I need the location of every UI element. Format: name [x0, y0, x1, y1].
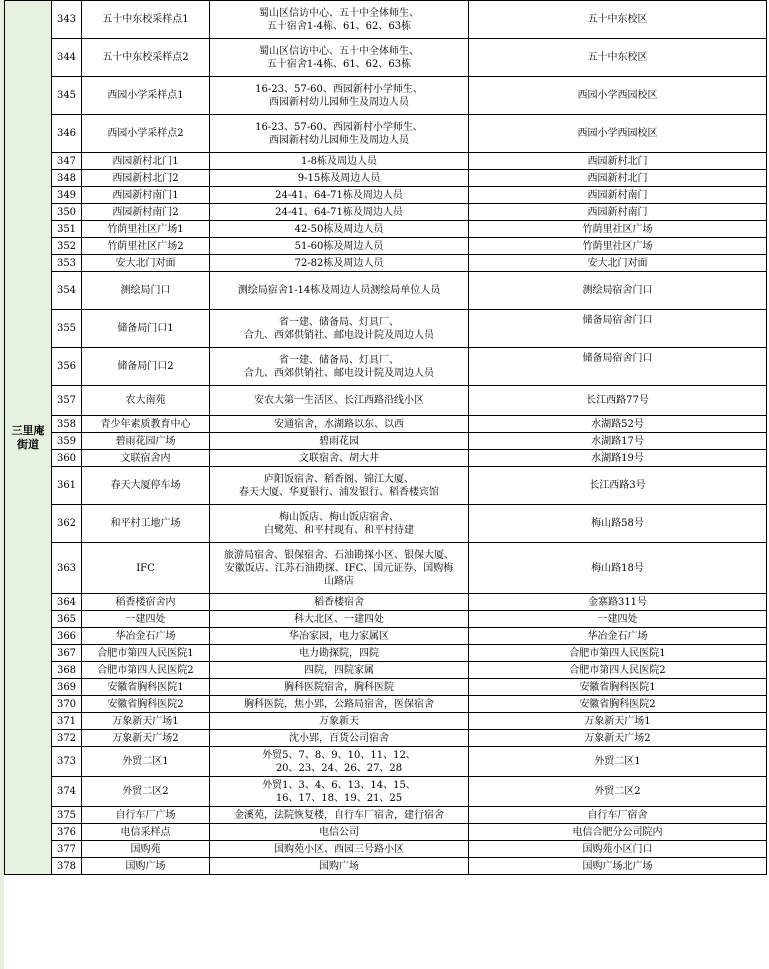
coverage-scope-line: 金溪苑，法院恢复楼，自行车厂宿舍，建行宿舍 [234, 809, 444, 821]
row-number: 355 [52, 310, 82, 348]
table-row [5, 39, 767, 77]
row-number: 348 [52, 170, 82, 187]
table-row [5, 310, 767, 348]
coverage-scope-line: 科大北区、一建四处 [294, 613, 384, 625]
sampling-address: 安徽省胸科医院1 [469, 679, 767, 696]
coverage-scope-line: 胸科医院，焦小郢，公路局宿舍，医保宿舍 [244, 698, 434, 710]
sampling-point-name: 碧雨花园广场 [82, 433, 210, 450]
sampling-address: 国购苑小区门口 [469, 841, 767, 858]
table-row [5, 594, 767, 611]
sampling-address: 外贸二区1 [469, 747, 767, 777]
table-row [5, 543, 767, 594]
sampling-point-name: 电信采样点 [82, 824, 210, 841]
coverage-scope-line: 电信公司 [319, 826, 359, 838]
row-number: 362 [52, 505, 82, 543]
sampling-address: 水湖路19号 [469, 450, 767, 467]
row-number: 359 [52, 433, 82, 450]
sampling-point-name: 测绘局门口 [82, 272, 210, 310]
sampling-address: 外贸二区2 [469, 777, 767, 807]
coverage-scope-line: 西园新村幼儿园师生及周边人员 [269, 134, 409, 146]
coverage-scope-line: 五十宿舍1-4栋、61、62、63栋 [266, 20, 412, 32]
row-number: 347 [52, 153, 82, 170]
coverage-scope [210, 645, 469, 662]
row-number: 375 [52, 807, 82, 824]
coverage-scope [210, 255, 469, 272]
row-number: 360 [52, 450, 82, 467]
sampling-point-name: 储备局门口2 [82, 348, 210, 386]
table-row [5, 238, 767, 255]
coverage-scope [210, 696, 469, 713]
table-row [5, 858, 767, 875]
coverage-scope-line: 碧雨花园 [319, 435, 359, 447]
sampling-point-name: 万象新天广场1 [82, 713, 210, 730]
table-row [5, 386, 767, 416]
coverage-scope-line: 梅山饭店、梅山饭店宿舍、 [279, 511, 399, 523]
coverage-scope-line: 国购广场 [319, 860, 359, 872]
coverage-scope-line: 16、17、18、19、21、25 [275, 792, 403, 804]
coverage-scope [210, 39, 469, 77]
row-number: 378 [52, 858, 82, 875]
coverage-scope-line: 电力勘探院，四院 [299, 647, 379, 659]
coverage-scope-line: 文联宿舍、胡大井 [299, 452, 379, 464]
coverage-scope [210, 730, 469, 747]
coverage-scope [210, 841, 469, 858]
coverage-scope-line: 51-60栋及周边人员 [294, 240, 384, 252]
row-number: 372 [52, 730, 82, 747]
coverage-scope-line: 庐阳饭宿舍、稻香阁、锦江大厦、 [264, 473, 414, 485]
sampling-point-name: 外贸二区1 [82, 747, 210, 777]
row-number: 361 [52, 467, 82, 505]
sampling-address: 安大北门对面 [469, 255, 767, 272]
sampling-point-name: 文联宿舍内 [82, 450, 210, 467]
table-row [5, 696, 767, 713]
coverage-scope-line: 四院，四院家属 [304, 664, 374, 676]
table-row [5, 170, 767, 187]
coverage-scope [210, 662, 469, 679]
sampling-point-name: 自行车厂广场 [82, 807, 210, 824]
sampling-point-name: 春天大厦停车场 [82, 467, 210, 505]
sampling-address: 西园小学西园校区 [469, 77, 767, 115]
sampling-point-name: 安徽省胸科医院1 [82, 679, 210, 696]
table-row [5, 730, 767, 747]
sampling-address: 华冶金石广场 [469, 628, 767, 645]
coverage-scope [210, 433, 469, 450]
coverage-scope-line: 16-23、57-60、西园新村小学师生、 [255, 121, 423, 133]
row-number: 357 [52, 386, 82, 416]
sampling-address: 竹荫里社区广场 [469, 238, 767, 255]
coverage-scope-line: 省一建、储备局、灯具厂、 [279, 316, 399, 328]
sampling-address: 五十中东校区 [469, 1, 767, 39]
sampling-point-name: 合肥市第四人民医院1 [82, 645, 210, 662]
coverage-scope-line: 72-82栋及周边人员 [294, 257, 384, 269]
coverage-scope-line: 春天大厦、华夏银行、浦发银行、稻香楼宾馆 [239, 486, 439, 498]
coverage-scope-line: 胸科医院宿舍，胸科医院 [284, 681, 394, 693]
row-number: 343 [52, 1, 82, 39]
coverage-scope-line: 外贸1、3、4、6、13、14、15、 [262, 779, 416, 791]
row-number: 364 [52, 594, 82, 611]
sampling-point-name: 西园小学采样点1 [82, 77, 210, 115]
sampling-point-name: 五十中东校采样点1 [82, 1, 210, 39]
coverage-scope-line: 安徽饭店、江苏石油勘探、IFC、国元证券、国购梅 [224, 562, 454, 574]
row-number: 358 [52, 416, 82, 433]
street-name-line: 街道 [17, 437, 39, 451]
table-row [5, 153, 767, 170]
street-name-cell [5, 1, 52, 875]
coverage-scope-line: 山路店 [324, 575, 354, 587]
table-row [5, 467, 767, 505]
row-number: 373 [52, 747, 82, 777]
sampling-point-name: 青少年素质教育中心 [82, 416, 210, 433]
sampling-point-name: 西园新村北门2 [82, 170, 210, 187]
coverage-scope [210, 386, 469, 416]
coverage-scope-line: 合九、西郊供销社、邮电设计院及周边人员 [244, 329, 434, 341]
row-number: 350 [52, 204, 82, 221]
table-row [5, 645, 767, 662]
sampling-address: 测绘局宿舍门口 [469, 272, 767, 310]
sampling-address: 水湖路52号 [469, 416, 767, 433]
coverage-scope [210, 594, 469, 611]
row-number: 356 [52, 348, 82, 386]
sampling-point-name: 竹荫里社区广场2 [82, 238, 210, 255]
row-number: 365 [52, 611, 82, 628]
sampling-point-name: 农大南苑 [82, 386, 210, 416]
coverage-scope [210, 807, 469, 824]
sampling-address: 万象新天广场2 [469, 730, 767, 747]
sampling-point-name: 国购广场 [82, 858, 210, 875]
row-number: 366 [52, 628, 82, 645]
sampling-point-name: 万象新天广场2 [82, 730, 210, 747]
sampling-address: 梅山路58号 [469, 505, 767, 543]
row-number: 349 [52, 187, 82, 204]
sampling-address: 长江西路3号 [469, 467, 767, 505]
table-row [5, 115, 767, 153]
coverage-scope-line: 安通宿舍，水湖路以东、以西 [274, 418, 404, 430]
sampling-point-name: 安徽省胸科医院2 [82, 696, 210, 713]
sampling-point-name: 西园新村北门1 [82, 153, 210, 170]
coverage-scope-line: 42-50栋及周边人员 [294, 223, 384, 235]
coverage-scope [210, 747, 469, 777]
sampling-point-name: IFC [82, 543, 210, 594]
coverage-scope-line: 20、23、24、26、27、28 [275, 762, 403, 774]
sampling-address: 梅山路18号 [469, 543, 767, 594]
table-row [5, 824, 767, 841]
coverage-scope [210, 505, 469, 543]
row-number: 345 [52, 77, 82, 115]
row-number: 370 [52, 696, 82, 713]
row-number: 363 [52, 543, 82, 594]
row-number: 371 [52, 713, 82, 730]
coverage-scope [210, 204, 469, 221]
coverage-scope [210, 187, 469, 204]
sampling-point-name: 外贸二区2 [82, 777, 210, 807]
sampling-point-name: 储备局门口1 [82, 310, 210, 348]
coverage-scope [210, 611, 469, 628]
sampling-address: 西园小学西园校区 [469, 115, 767, 153]
table-row [5, 679, 767, 696]
coverage-scope-line: 稻香楼宿舍 [314, 596, 364, 608]
sampling-address: 西园新村北门 [469, 153, 767, 170]
coverage-scope [210, 310, 469, 348]
coverage-scope-line: 测绘局宿舍1-14栋及周边人员测绘局单位人员 [237, 285, 441, 296]
sampling-address: 水湖路17号 [469, 433, 767, 450]
sampling-address: 金寨路311号 [469, 594, 767, 611]
sampling-address: 储备局宿舍门口 [469, 348, 767, 386]
sampling-address: 西园新村南门 [469, 204, 767, 221]
sampling-point-name: 西园新村南门1 [82, 187, 210, 204]
coverage-scope-line: 华冶家园，电力家属区 [289, 630, 389, 642]
sampling-point-name: 华冶金石广场 [82, 628, 210, 645]
table-row [5, 433, 767, 450]
table-row [5, 272, 767, 310]
table-row [5, 255, 767, 272]
table-row [5, 628, 767, 645]
sampling-points-table [4, 0, 767, 875]
coverage-scope-line: 蜀山区信访中心、五十中全体师生、 [259, 7, 419, 19]
sampling-address: 西园新村北门 [469, 170, 767, 187]
sampling-address: 安徽省胸科医院2 [469, 696, 767, 713]
sampling-point-name: 国购苑 [82, 841, 210, 858]
coverage-scope [210, 858, 469, 875]
coverage-scope [210, 348, 469, 386]
coverage-scope [210, 115, 469, 153]
coverage-scope [210, 679, 469, 696]
coverage-scope-line: 蜀山区信访中心、五十中全体师生、 [259, 45, 419, 57]
coverage-scope-line: 省一建、储备局、灯具厂、 [279, 354, 399, 366]
row-number: 376 [52, 824, 82, 841]
table-row [5, 747, 767, 777]
table-row [5, 662, 767, 679]
sampling-point-name: 竹荫里社区广场1 [82, 221, 210, 238]
coverage-scope [210, 153, 469, 170]
coverage-scope [210, 272, 469, 310]
coverage-scope-line: 1-8栋及周边人员 [300, 155, 378, 167]
table-row [5, 611, 767, 628]
sampling-point-name: 西园新村南门2 [82, 204, 210, 221]
row-number: 346 [52, 115, 82, 153]
row-number: 353 [52, 255, 82, 272]
table-row [5, 187, 767, 204]
sampling-point-name: 五十中东校采样点2 [82, 39, 210, 77]
coverage-scope-line: 沈小郢，百货公司宿舍 [289, 732, 389, 744]
table-row [5, 450, 767, 467]
row-number: 352 [52, 238, 82, 255]
table-row [5, 841, 767, 858]
coverage-scope-line: 旅游局宿舍、银保宿舍、石油勘探小区、银保大厦、 [224, 549, 454, 561]
row-number: 374 [52, 777, 82, 807]
sampling-point-name: 稻香楼宿舍内 [82, 594, 210, 611]
sampling-address: 竹荫里社区广场 [469, 221, 767, 238]
row-number: 351 [52, 221, 82, 238]
table-row [5, 1, 767, 39]
row-number: 367 [52, 645, 82, 662]
sampling-address: 长江西路77号 [469, 386, 767, 416]
coverage-scope-line: 万象新天 [319, 715, 359, 727]
row-number: 369 [52, 679, 82, 696]
coverage-scope [210, 238, 469, 255]
sampling-point-name: 合肥市第四人民医院2 [82, 662, 210, 679]
coverage-scope-line: 国购苑小区、西园三号路小区 [274, 843, 404, 855]
coverage-scope [210, 824, 469, 841]
coverage-scope [210, 777, 469, 807]
table-row [5, 221, 767, 238]
coverage-scope [210, 416, 469, 433]
sampling-point-name: 和平村工地广场 [82, 505, 210, 543]
coverage-scope [210, 450, 469, 467]
sampling-point-name: 安大北门对面 [82, 255, 210, 272]
coverage-scope [210, 713, 469, 730]
coverage-scope [210, 221, 469, 238]
coverage-scope-line: 16-23、57-60、西园新村小学师生、 [255, 83, 423, 95]
sampling-address: 一建四处 [469, 611, 767, 628]
sampling-address: 合肥市第四人民医院2 [469, 662, 767, 679]
coverage-scope [210, 77, 469, 115]
sampling-address: 西园新村南门 [469, 187, 767, 204]
coverage-scope-line: 白鹭苑、和平村现有、和平村待建 [264, 524, 414, 536]
sampling-point-name: 西园小学采样点2 [82, 115, 210, 153]
coverage-scope-line: 合九、西郊供销社、邮电设计院及周边人员 [244, 367, 434, 379]
coverage-scope-line: 五十宿舍1-4栋、61、62、63栋 [266, 58, 412, 70]
row-number: 344 [52, 39, 82, 77]
table-row [5, 348, 767, 386]
table-row [5, 204, 767, 221]
row-number: 377 [52, 841, 82, 858]
sampling-address: 万象新天广场1 [469, 713, 767, 730]
coverage-scope-line: 外贸5、7、8、9、10、11、12、 [262, 749, 416, 761]
table-row [5, 77, 767, 115]
coverage-scope-line: 安农大第一生活区、长江西路沿线小区 [254, 395, 424, 406]
coverage-scope [210, 1, 469, 39]
coverage-scope [210, 170, 469, 187]
table-row [5, 777, 767, 807]
table-row [5, 713, 767, 730]
coverage-scope-line: 24-41、64-71栋及周边人员 [275, 189, 403, 201]
sampling-address: 自行车厂宿舍 [469, 807, 767, 824]
street-name-line: 三里庵 [11, 423, 45, 437]
sampling-address: 五十中东校区 [469, 39, 767, 77]
table-row [5, 807, 767, 824]
sampling-address: 电信合肥分公司院内 [469, 824, 767, 841]
coverage-scope-line: 24-41、64-71栋及周边人员 [275, 206, 403, 218]
sampling-point-name: 一建四处 [82, 611, 210, 628]
coverage-scope-line: 西园新村幼儿园师生及周边人员 [269, 96, 409, 108]
table-row [5, 416, 767, 433]
coverage-scope [210, 628, 469, 645]
coverage-scope [210, 467, 469, 505]
coverage-scope [210, 543, 469, 594]
sampling-address: 国购广场北广场 [469, 858, 767, 875]
table-row [5, 505, 767, 543]
row-number: 354 [52, 272, 82, 310]
coverage-scope-line: 9-15栋及周边人员 [297, 172, 381, 184]
sampling-address: 储备局宿舍门口 [469, 310, 767, 348]
row-number: 368 [52, 662, 82, 679]
sampling-address: 合肥市第四人民医院1 [469, 645, 767, 662]
